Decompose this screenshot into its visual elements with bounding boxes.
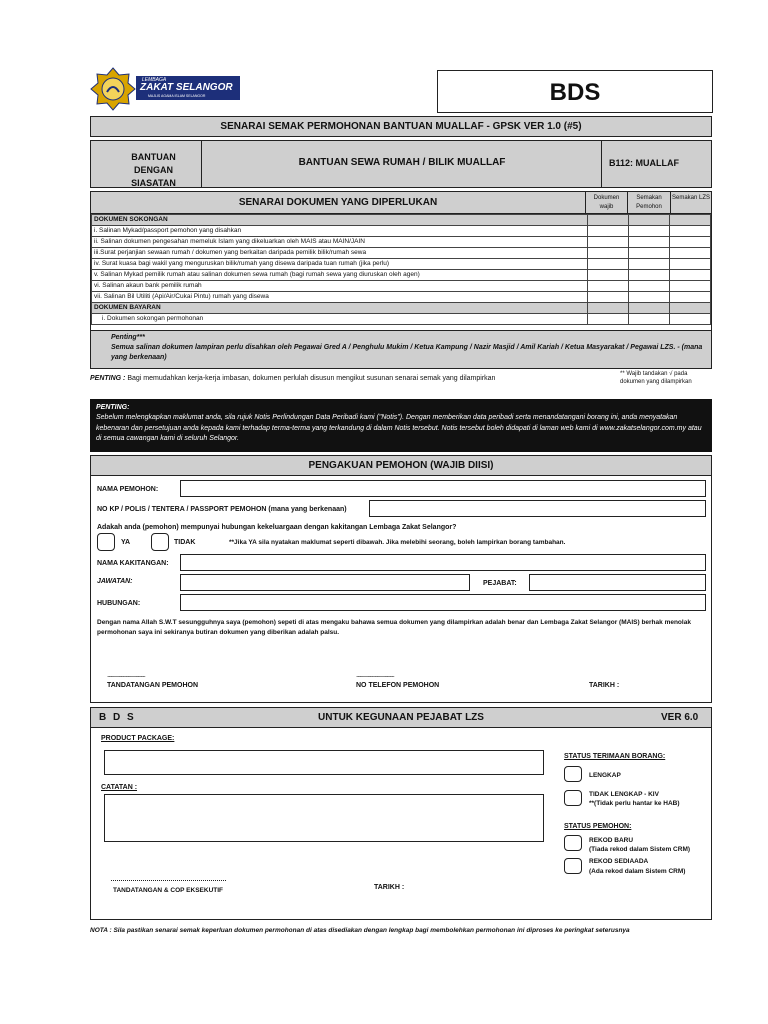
notes-input[interactable] [104,794,544,842]
applicant-section [90,455,712,703]
table-row [92,237,711,248]
checkbox-pemohon[interactable] [629,270,670,281]
position-label: JAWATAN: [97,578,133,585]
col-semakan-lzs: Semakan LZS [671,192,711,214]
category-divider-1 [201,141,202,187]
relation-question: Adakah anda (pemohon) mempunyai hubungan kekeluargaan dengan kakitangan Lembaga Zakat Selangor? [97,524,457,531]
office-input[interactable] [529,574,706,591]
applicant-id-input[interactable] [369,500,706,517]
category-row [90,140,712,188]
checkbox-lzs[interactable] [670,237,711,248]
office-section [90,707,712,920]
tidak-lengkap-note: **(Tidak perlu hantar ke HAB) [589,800,680,807]
logo-main-text: ZAKAT SELANGOR [140,82,233,93]
table-row [92,226,711,237]
checkbox-lzs[interactable] [670,226,711,237]
checkbox-pemohon[interactable] [629,248,670,259]
tidak-lengkap-checkbox[interactable] [564,790,582,806]
section-row [92,215,711,226]
office-date-label: TARIKH : [374,884,405,891]
section-cell [670,215,711,226]
form-status-label: STATUS TERIMAAN BORANG: [564,753,666,760]
exec-signature-line [111,880,226,881]
checkbox-wajib[interactable] [588,281,629,292]
checkbox-wajib[interactable] [588,248,629,259]
checkbox-wajib[interactable] [588,237,629,248]
office-label: PEJABAT: [483,580,517,587]
position-input[interactable] [180,574,470,591]
table-row [92,281,711,292]
logo-top-text: LEMBAGA [142,77,167,83]
checkbox-wajib[interactable] [588,259,629,270]
checkbox-pemohon[interactable] [629,292,670,303]
office-code: B D S [99,712,136,723]
doc-item: iv. Surat kuasa bagi wakil yang menguruskan bilik/rumah yang disewa daripada tuan rumah (jika perlu) [92,259,588,270]
section-cell [588,303,629,314]
rekod-sedia-label: REKOD SEDIAADA [589,858,649,865]
table-row [92,270,711,281]
notes-label: CATATAN : [101,784,138,791]
notice-label: PENTING: [96,404,130,411]
section-row [92,303,711,314]
doc-item: i. Salinan Mykad/passport pemohon yang disahkan [92,226,588,237]
phone-line: ........................................ [356,672,394,679]
tidak-label: TIDAK [174,539,196,546]
logo-sub-text: MAJLIS AGAMA ISLAM SELANGOR [148,94,206,98]
checkbox-pemohon[interactable] [629,314,670,325]
tidak-lengkap-label: TIDAK LENGKAP - KIV [589,791,659,798]
penting-note-label: PENTING : [90,375,126,382]
rekod-baru-note: (Tiada rekod dalam Sistem CRM) [589,846,691,853]
lengkap-label: LENGKAP [589,772,621,779]
doc-item: i. Dokumen sokongan permohonan [92,314,588,325]
table-row [92,259,711,270]
section-cell [588,215,629,226]
checkbox-pemohon[interactable] [629,281,670,292]
rekod-sedia-checkbox[interactable] [564,858,582,874]
exec-signature-label: TANDATANGAN & COP EKSEKUTIF [113,887,224,894]
section-cell [670,303,711,314]
important-block [91,330,711,368]
privacy-notice [90,399,712,452]
ya-label: YA [121,539,131,546]
category-divider-2 [601,141,602,187]
staff-name-label: NAMA KAKITANGAN: [97,560,169,567]
phone-label: NO TELEFON PEMOHON [356,682,440,689]
doc-table-header: SENARAI DOKUMEN YANG DIPERLUKAN [91,192,586,214]
rekod-baru-label: REKOD BARU [589,837,634,844]
applicant-header: PENGAKUAN PEMOHON (WAJIB DIISI) [91,456,711,476]
relation-input[interactable] [180,594,706,611]
checkbox-wajib[interactable] [588,270,629,281]
product-package-label: PRODUCT PACKAGE: [101,735,175,742]
section-label: DOKUMEN SOKONGAN [92,215,588,226]
section-label: DOKUMEN BAYARAN [92,303,588,314]
col-semakan-pemohon: Semakan Pemohon [628,192,671,214]
penting-note [90,375,630,382]
signature-line: ........................................ [107,672,145,679]
oath-text: Dengan nama Allah S.W.T sesungguhnya saya (pemohon) sepeti di atas mengaku bahawa semua dokumen yang dilampirkan adalah benar dan Lembaga Zakat Selangor (MAIS) berhak menolak permohonan saya ini sekiranya butiran dokumen yang diberikan adalah palsu. [97,619,691,636]
logo [90,66,242,112]
col-dokumen-wajib: Dokumen wajib [586,192,628,214]
checkbox-pemohon[interactable] [629,259,670,270]
form-title: SENARAI SEMAK PERMOHONAN BANTUAN MUALLAF - GPSK VER 1.0 (#5) [90,116,712,137]
signature-label: TANDATANGAN PEMOHON [107,682,198,689]
office-version: VER 6.0 [661,712,699,723]
category-right: B112: MUALLAF [609,158,680,168]
notice-text: Sebelum melengkapkan maklumat anda, sila rujuk Notis Perlindungan Data Peribadi kami ("Notis"). Dengan memberikan data peribadi serta menandatangani borang ini, anda menyatakan kebenaran dan persetujuan anda kepada kami terhadap terma-terma yang terkandung di dalam Notis tersebut. Notis tersebut boleh didapati di laman web kami di www.zakatselangor.com.my atau di semua cawangan kami di seluruh Selangor. [96,414,702,442]
ya-note: **Jika YA sila nyatakan maklumat seperti dibawah. Jika melebihi seorang, boleh lampirkan borang tambahan. [229,539,566,546]
applicant-date-label: TARIKH : [589,682,620,689]
checkbox-lzs[interactable] [670,270,711,281]
checkbox-lzs[interactable] [670,292,711,303]
doc-table-body [91,214,711,325]
relation-label: HUBUNGAN: [97,600,141,607]
penting-note-text: Bagi memudahkan kerja-kerja imbasan, dokumen perlulah disusun mengikut susunan senarai semak yang dilampirkan [127,375,496,382]
checkbox-pemohon[interactable] [629,226,670,237]
applicant-status-label: STATUS PEMOHON: [564,823,632,830]
office-header [91,708,711,728]
document-checklist [90,191,712,369]
doc-item: iii.Surat perjanjian sewaan rumah / dokumen yang berkaitan daripada pemilik bilik/rumah sewa [92,248,588,259]
doc-item: vi. Salinan akaun bank pemilik rumah [92,281,588,292]
section-cell [629,215,670,226]
lengkap-checkbox[interactable] [564,766,582,782]
checkbox-lzs[interactable] [670,259,711,270]
category-left: BANTUAN DENGAN SIASATAN [131,152,176,188]
checkbox-pemohon[interactable] [629,237,670,248]
product-package-input[interactable] [104,750,544,775]
important-label: Penting*** [111,334,145,341]
applicant-id-label: NO KP / POLIS / TENTERA / PASSPORT PEMOHON (mana yang berkenaan) [97,506,347,513]
tidak-checkbox[interactable] [151,533,169,551]
checkbox-wajib[interactable] [588,292,629,303]
doc-item: v. Salinan Mykad pemilik rumah atau salinan dokumen sewa rumah (bagi rumah sewa yang diuruskan oleh agen) [92,270,588,281]
wajib-note: ** Wajib tandakan √ pada dokumen yang dilampirkan [620,371,692,385]
table-row [92,314,711,325]
applicant-name-label: NAMA PEMOHON: [97,486,159,493]
form-code-box: BDS [437,70,713,113]
ya-checkbox[interactable] [97,533,115,551]
checkbox-lzs[interactable] [670,248,711,259]
rekod-baru-checkbox[interactable] [564,835,582,851]
section-cell [629,303,670,314]
zakat-emblem-icon [90,66,136,112]
doc-item: vii. Salinan Bil Utiliti (Api/Air/Cukai Pintu) rumah yang disewa [92,292,588,303]
important-text: Semua salinan dokumen lampiran perlu disahkan oleh Pegawai Gred A / Penghulu Mukim / Ketua Kampung / Nazir Masjid / Amil Kariah / Ketua Masyarakat / Pegawai LZS. - (mana yang berkenaan) [111,344,703,361]
category-middle: BANTUAN SEWA RUMAH / BILIK MUALLAF [298,157,506,168]
footer-note: NOTA : Sila pastikan senarai semak keperluan dokumen permohonan di atas disediakan dengan lengkap bagi membolehkan permohonan ini diproses ke peringkat seterusnya [90,927,630,934]
checkbox-lzs[interactable] [670,314,711,325]
table-row [92,248,711,259]
checkbox-wajib[interactable] [588,314,629,325]
doc-item: ii. Salinan dokumen pengesahan memeluk Islam yang dikeluarkan oleh MAIS atau MAIN/JAIN [92,237,588,248]
rekod-sedia-note: (Ada rekod dalam Sistem CRM) [589,868,686,875]
checkbox-wajib[interactable] [588,226,629,237]
checkbox-lzs[interactable] [670,281,711,292]
office-title: UNTUK KEGUNAAN PEJABAT LZS [318,712,484,723]
applicant-name-input[interactable] [180,480,706,497]
table-row [92,292,711,303]
staff-name-input[interactable] [180,554,706,571]
